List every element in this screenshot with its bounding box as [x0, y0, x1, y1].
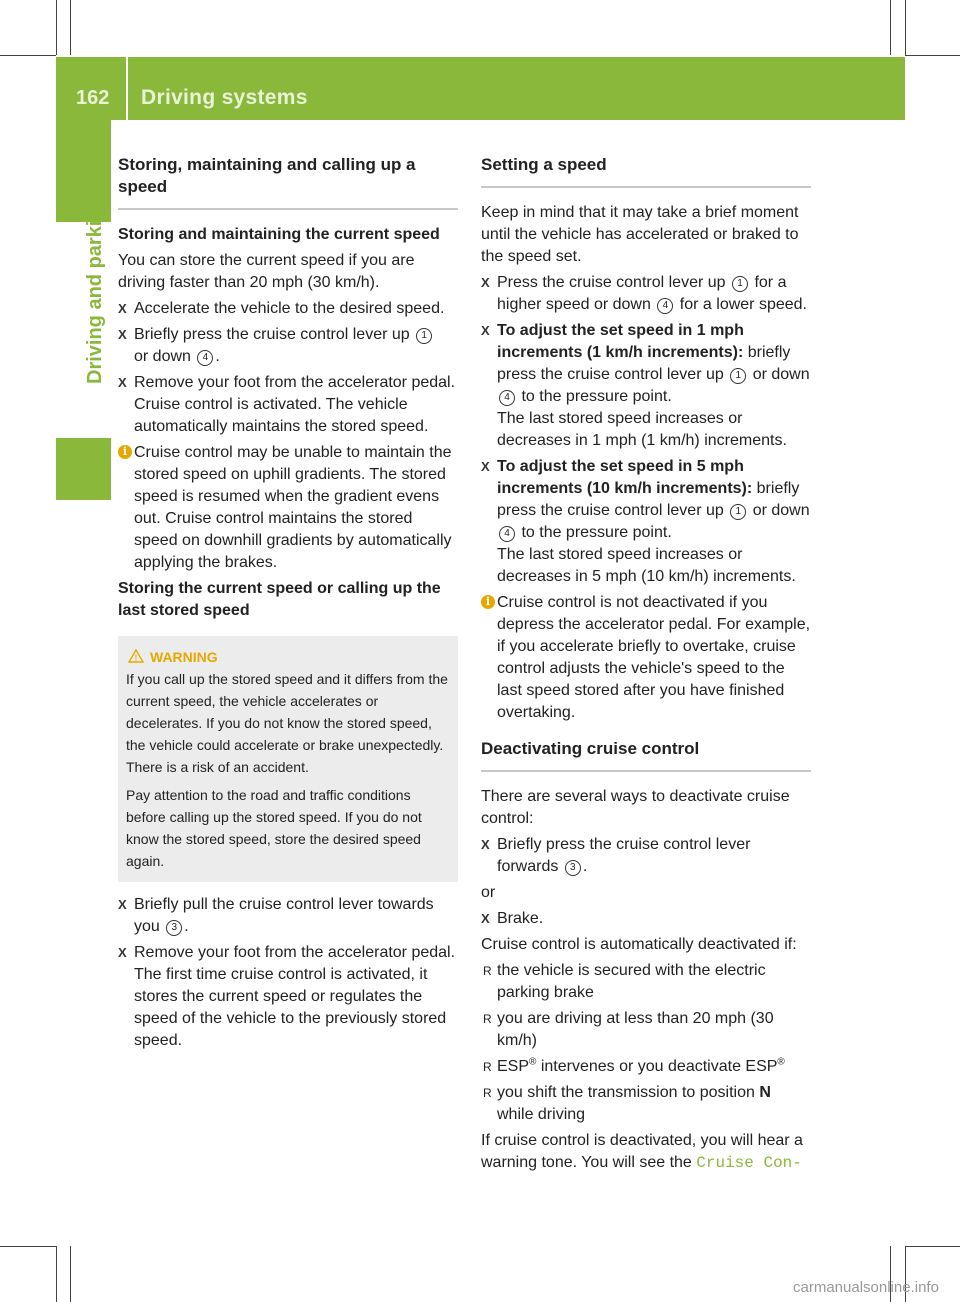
arrow-icon: X	[118, 945, 127, 960]
page-number: 162	[76, 87, 110, 109]
or-text: or	[481, 884, 496, 901]
step: X Accelerate the vehicle to the desired speed.	[118, 298, 458, 320]
crop-mark	[0, 1246, 56, 1247]
step: X Briefly press the cruise control lever forwards 3 .	[481, 836, 751, 875]
crop-mark	[905, 55, 960, 56]
crop-mark	[70, 0, 71, 55]
paragraph: You can store the current speed if you are driving faster than 20 mph (30 km/h).	[118, 252, 415, 291]
crop-mark	[56, 0, 57, 55]
display-message: Cruise Con‑	[696, 1154, 802, 1172]
arrow-icon: X	[118, 327, 127, 342]
callout-3-icon: 3	[166, 920, 182, 936]
step: X Press the cruise control lever up 1 for a higher speed or down 4 for a lower speed.	[481, 274, 807, 313]
bullet-icon: R	[483, 1086, 492, 1100]
paragraph: There are several ways to deactivate cruise control:	[481, 788, 790, 827]
bullet-icon: R	[483, 1012, 492, 1026]
arrow-icon: X	[481, 323, 490, 338]
crop-mark	[905, 1246, 960, 1247]
info-note: i Cruise control may be unable to maintain the stored speed on uphill gradients. The stored speed is resumed when the gradient evens out. Cruise control maintains the stored speed on downhill gradients by automatically applying the brakes.	[118, 442, 458, 574]
callout-3-icon: 3	[565, 860, 581, 876]
crop-mark	[905, 0, 906, 55]
callout-1-icon: 1	[732, 276, 748, 292]
crop-mark	[70, 1246, 71, 1302]
arrow-icon: X	[118, 375, 127, 390]
step: X Remove your foot from the accelerator pedal. The first time cruise control is activated, it stores the current speed or regulates the speed of the vehicle to the previously stored speed.	[118, 944, 456, 1049]
watermark: carmanualsonline.info	[793, 1279, 939, 1296]
callout-1-icon: 1	[730, 504, 746, 520]
callout-4-icon: 4	[197, 350, 213, 366]
heading-deactivating: Deactivating cruise control	[481, 738, 811, 772]
callout-4-icon: 4	[499, 390, 515, 406]
bullet-icon: R	[483, 1060, 492, 1074]
warning-box	[118, 636, 458, 882]
step: X Briefly press the cruise control lever up 1 or down 4 .	[118, 324, 458, 368]
step: X To adjust the set speed in 1 mph increments (1 km/h increments): briefly press the cruise control lever up 1 or down 4 to the pressure point. The last stored speed increases or decreases in 1 mph (1 km/h) increments.	[481, 322, 810, 449]
paragraph: Keep in mind that it may take a brief moment until the vehicle has accelerated or braked to the speed set.	[481, 204, 799, 265]
crop-mark	[56, 1246, 57, 1302]
info-icon: i	[481, 595, 495, 609]
info-note: i Cruise control is not deactivated if you depress the accelerator pedal. For example, if you accelerate briefly to overtake, cruise control adjusts the vehicle's speed to the last speed stored after you have finished overtaking.	[481, 592, 811, 724]
step: X Brake.	[481, 908, 811, 930]
paragraph: If cruise control is deactivated, you will hear a warning tone. You will see the Cruise Con‑	[481, 1132, 803, 1172]
left-column	[118, 154, 458, 1052]
heading-storing: Storing, maintaining and calling up a speed	[118, 154, 458, 210]
warning-text: Pay attention to the road and traffic conditions before calling up the stored speed. If you do not know the stored speed, store the desired speed again.	[126, 787, 422, 869]
svg-text:!: !	[134, 653, 138, 663]
subheading-call-up: Storing the current speed or calling up the last stored speed	[118, 580, 441, 619]
arrow-icon: X	[481, 275, 490, 290]
side-marker	[56, 438, 111, 500]
side-label: Driving and parking	[84, 196, 106, 384]
warning-text: If you call up the stored speed and it differs from the current speed, the vehicle accelerates or decelerates. If you do not know the stored speed, the vehicle could accelerate or brake unexpectedly. There is a risk of an accident.	[126, 671, 448, 775]
subheading-store-current: Storing and maintaining the current speed	[118, 226, 440, 243]
header-divider	[126, 57, 128, 120]
step: X Remove your foot from the accelerator pedal. Cruise control is activated. The vehicle automatically maintains the stored speed.	[118, 374, 456, 435]
list-item: R you are driving at less than 20 mph (30 km/h)	[483, 1010, 774, 1049]
arrow-icon: X	[118, 301, 127, 316]
list-item: R the vehicle is secured with the electric parking brake	[483, 962, 766, 1001]
callout-1-icon: 1	[416, 328, 432, 344]
step: X To adjust the set speed in 5 mph increments (10 km/h increments): briefly press the cruise control lever up 1 or down 4 to the pressure point. The last stored speed increases or decreases in 5 mph (10 km/h) increments.	[481, 458, 810, 585]
paragraph: Cruise control is automatically deactivated if:	[481, 936, 797, 953]
right-column	[481, 154, 811, 1174]
callout-4-icon: 4	[499, 526, 515, 542]
callout-1-icon: 1	[730, 368, 746, 384]
list-item: R ESP® intervenes or you deactivate ESP®	[481, 1056, 811, 1078]
step: X Briefly pull the cruise control lever towards you 3 .	[118, 896, 434, 935]
arrow-icon: X	[118, 897, 127, 912]
section-title: Driving systems	[141, 86, 308, 109]
warning-triangle-icon	[128, 649, 144, 663]
heading-setting-speed: Setting a speed	[481, 154, 811, 188]
warning-title: ! WARNING	[126, 646, 450, 668]
crop-mark	[890, 0, 891, 55]
crop-mark	[0, 55, 56, 56]
arrow-icon: X	[481, 459, 490, 474]
arrow-icon: X	[481, 911, 490, 926]
callout-4-icon: 4	[657, 298, 673, 314]
info-icon: i	[118, 445, 132, 459]
bullet-icon: R	[483, 964, 492, 978]
list-item: R you shift the transmission to position N while driving	[483, 1084, 771, 1123]
arrow-icon: X	[481, 837, 490, 852]
